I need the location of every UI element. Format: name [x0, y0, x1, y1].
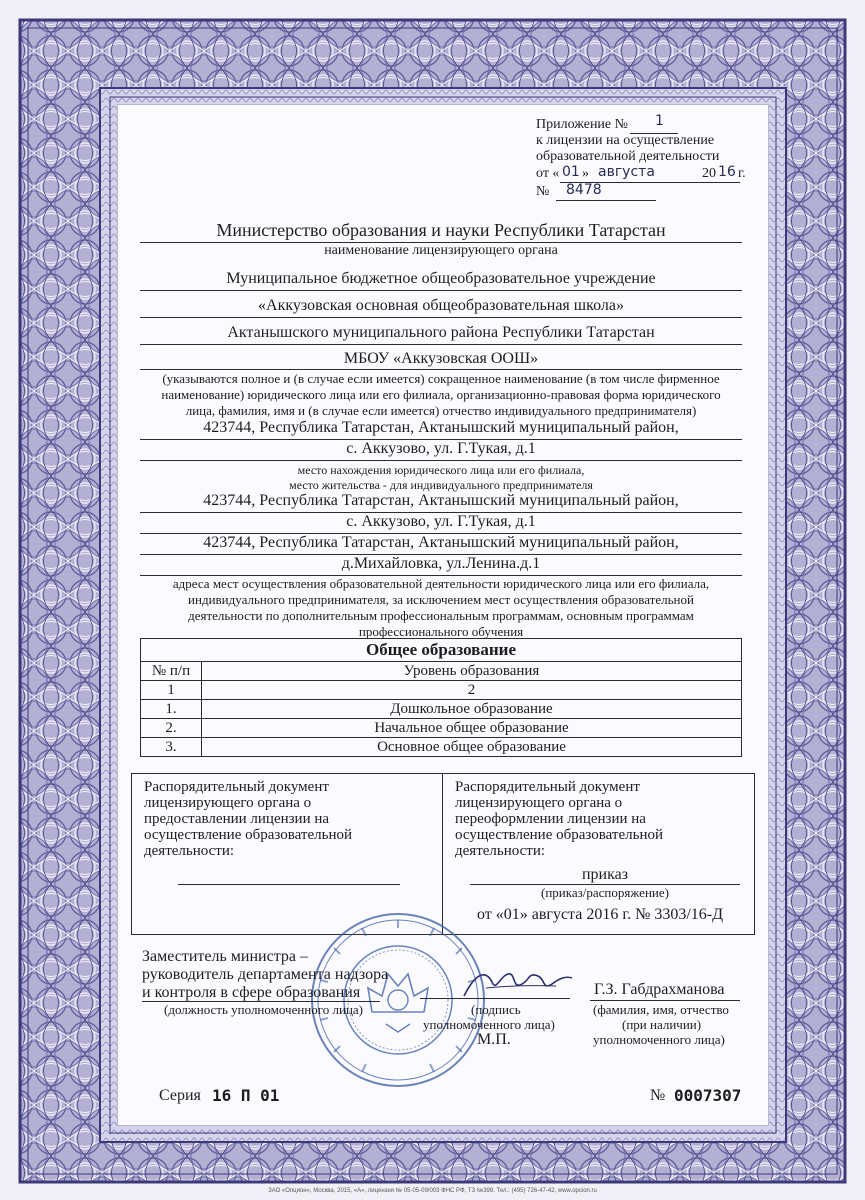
col-level-header: Уровень образования: [202, 662, 742, 681]
position-line2: руководитель департамента надзора: [142, 966, 389, 983]
table-row: [141, 719, 742, 738]
doc-right-line4: осуществление образовательной: [455, 827, 663, 843]
activity-caption-line2: индивидуального предпринимателя, за исключением мест осуществления образовательной: [188, 592, 694, 607]
doc-left-blank-line: [178, 884, 400, 885]
org-line1: Муниципальное бюджетное общеобразовательное учреждение: [226, 270, 656, 287]
signatory-name: Г.З. Габдрахманова: [594, 981, 725, 998]
org-short-name: МБОУ «Аккузовская ООШ»: [343, 350, 539, 367]
name-caption-line2: (при наличии): [622, 1017, 702, 1032]
org-rule1: [140, 290, 742, 291]
org-rule2: [140, 317, 742, 318]
date-month: августа: [598, 164, 655, 180]
table-row: [141, 700, 742, 719]
location-line1: 423744, Республика Татарстан, Актанышский муниципальный район,: [203, 419, 679, 436]
form-number-value: 0007307: [674, 1086, 742, 1105]
col-num-header: № п/п: [141, 662, 202, 681]
doc-left-line3: предоставлении лицензии на: [144, 811, 330, 827]
position-caption: (должность уполномоченного лица): [164, 1002, 364, 1017]
date-year-prefix: 20: [702, 166, 716, 181]
series-value: 16 П 01: [212, 1086, 280, 1105]
number-label: №: [536, 184, 550, 199]
date-year: 16: [718, 164, 736, 180]
authority-caption: наименование лицензирующего органа: [324, 243, 558, 258]
activity-addr2-line1: 423744, Республика Татарстан, Актанышский муниципальный район,: [203, 534, 679, 551]
doc-right-line2: лицензирующего органа о: [455, 795, 623, 811]
col-level-index: 2: [202, 681, 742, 700]
handwritten-signature: [456, 966, 576, 1002]
activity-caption-line1: адреса мест осуществления образовательной деятельности юридического лица или его филиала,: [172, 576, 710, 591]
doc-right-caption: (приказ/распоряжение): [541, 885, 669, 900]
doc-right-line5: деятельности:: [455, 843, 546, 859]
education-levels-table: [140, 638, 742, 757]
row-num: 3.: [141, 738, 202, 757]
org-rule3: [140, 344, 742, 345]
location-caption-line1: место нахождения юридического лица или его филиала,: [297, 463, 585, 477]
signature-line: [420, 998, 570, 999]
location-line2: с. Аккузово, ул. Г.Тукая, д.1: [346, 440, 536, 457]
printer-line: ЗАО «Опцион», Москва, 2015, «А», лицензия № 05-05-09/003 ФНС РФ, ТЗ №399. Тел.: (495) 726-47-42, www.opcion.ru: [268, 1188, 597, 1194]
org-caption-line1: (указываются полное и (в случае если имеется) сокращенное наименование (в том числе фирменное: [162, 371, 720, 386]
org-caption-line2: наименование) юридического лица или его филиала, организационно-правовая форма юридического: [161, 387, 721, 402]
number-underline: [556, 200, 656, 201]
doc-right-reference: от «01» августа 2016 г. № 3303/16-Д: [476, 906, 724, 923]
signatory-underline: [590, 1000, 740, 1001]
col-num-index: 1: [141, 681, 202, 700]
to-license-line2: образовательной деятельности: [536, 149, 720, 164]
series-label: Серия: [159, 1087, 201, 1104]
row-num: 2.: [141, 719, 202, 738]
date-day: 01: [562, 164, 580, 180]
org-rule4: [140, 369, 742, 370]
position-line3: и контроля в сфере образования: [142, 984, 361, 1001]
doc-right-type: приказ: [581, 866, 629, 883]
org-caption-line3: лица, фамилия, имя и (в случае если имеется) отчество индивидуального предпринимателя): [185, 403, 697, 418]
table-title-row: [141, 639, 742, 662]
signature-caption-line2: уполномоченного лица): [423, 1017, 555, 1032]
signature-caption-line1: (подпись: [471, 1002, 521, 1017]
position-line1: Заместитель министра –: [142, 948, 308, 965]
row-num: 1.: [141, 700, 202, 719]
name-caption-line1: (фамилия, имя, отчество: [593, 1002, 729, 1017]
activity-caption-line4: профессионального обучения: [358, 624, 524, 639]
activity-addr1-line2: с. Аккузово, ул. Г.Тукая, д.1: [346, 513, 536, 530]
location-caption-line2: место жительства - для индивидуального предпринимателя: [289, 478, 593, 492]
row-level: Основное общее образование: [202, 738, 742, 757]
activity-caption-line3: деятельности по дополнительным профессиональным программам, основным программам: [188, 608, 694, 623]
table-title: Общее образование: [141, 639, 742, 662]
appendix-number: 1: [655, 113, 664, 129]
doc-right-line1: Распорядительный документ: [455, 779, 640, 795]
row-level: Дошкольное образование: [202, 700, 742, 719]
appendix-label: Приложение №: [536, 117, 628, 132]
form-number-label: №: [650, 1087, 666, 1104]
row-level: Начальное общее образование: [202, 719, 742, 738]
location-rule2: [140, 460, 742, 461]
doc-left-line2: лицензирующего органа о: [144, 795, 312, 811]
activity-addr1-line1: 423744, Республика Татарстан, Актанышский муниципальный район,: [203, 492, 679, 509]
org-line3: Актанышского муниципального района Республики Татарстан: [227, 324, 655, 341]
authority-name: Министерство образования и науки Республики Татарстан: [216, 220, 666, 240]
doc-left-line5: деятельности:: [144, 843, 235, 859]
date-mid: »: [582, 166, 589, 181]
date-year-suffix: г.: [738, 166, 746, 181]
doc-left-line4: осуществление образовательной: [144, 827, 352, 843]
license-number: 8478: [566, 182, 602, 198]
table-index-row: [141, 681, 742, 700]
activity-addr2-line2: д.Михайловка, ул.Ленина.д.1: [341, 555, 541, 572]
doc-right-line3: переоформлении лицензии на: [455, 811, 646, 827]
org-line2: «Аккузовская основная общеобразовательная школа»: [258, 297, 624, 314]
stamp-place-label: М.П.: [477, 1031, 511, 1048]
table-row: [141, 738, 742, 757]
to-license-line1: к лицензии на осуществление: [536, 133, 715, 148]
name-caption-line3: уполномоченного лица): [593, 1032, 725, 1047]
date-prefix: от «: [536, 166, 560, 181]
table-header-row: [141, 662, 742, 681]
doc-left-line1: Распорядительный документ: [144, 779, 329, 795]
